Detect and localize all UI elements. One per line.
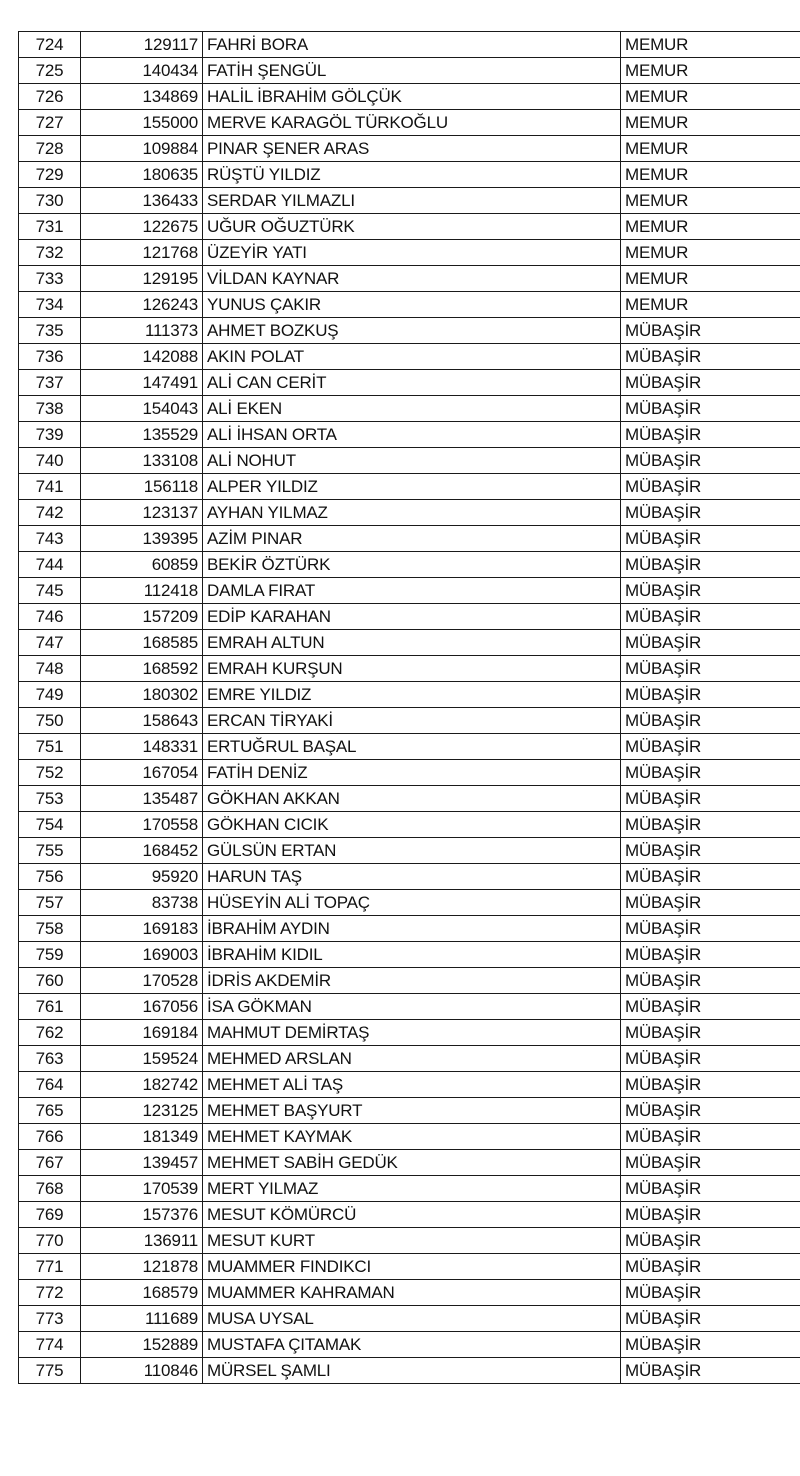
registry-number-cell: 147491 [81,370,203,396]
registry-number-cell: 122675 [81,214,203,240]
registry-number-cell: 129117 [81,32,203,58]
job-title-cell: MÜBAŞİR [621,422,800,448]
registry-number-cell: 135529 [81,422,203,448]
table-row [19,110,800,136]
table-row [19,1358,800,1384]
table-row [19,682,800,708]
job-title-cell: MÜBAŞİR [621,604,800,630]
registry-number-cell: 157209 [81,604,203,630]
full-name-cell: MÜRSEL ŞAMLI [203,1358,621,1384]
table-row [19,1306,800,1332]
full-name-cell: MEHMET SABİH GEDÜK [203,1150,621,1176]
row-number-cell: 732 [19,240,81,266]
job-title-cell: MÜBAŞİR [621,1254,800,1280]
job-title-cell: MEMUR [621,292,800,318]
registry-number-cell: 123137 [81,500,203,526]
full-name-cell: AYHAN YILMAZ [203,500,621,526]
registry-number-cell: 134869 [81,84,203,110]
job-title-cell: MÜBAŞİR [621,734,800,760]
table-row [19,474,800,500]
job-title-cell: MÜBAŞİR [621,500,800,526]
full-name-cell: EDİP KARAHAN [203,604,621,630]
table-row [19,32,800,58]
registry-number-cell: 157376 [81,1202,203,1228]
registry-number-cell: 111373 [81,318,203,344]
full-name-cell: AHMET BOZKUŞ [203,318,621,344]
job-title-cell: MÜBAŞİR [621,630,800,656]
full-name-cell: MESUT KURT [203,1228,621,1254]
job-title-cell: MÜBAŞİR [621,1124,800,1150]
row-number-cell: 758 [19,916,81,942]
row-number-cell: 762 [19,1020,81,1046]
full-name-cell: ÜZEYİR YATI [203,240,621,266]
table-row [19,838,800,864]
job-title-cell: MÜBAŞİR [621,942,800,968]
row-number-cell: 745 [19,578,81,604]
registry-number-cell: 142088 [81,344,203,370]
registry-number-cell: 60859 [81,552,203,578]
job-title-cell: MÜBAŞİR [621,786,800,812]
job-title-cell: MÜBAŞİR [621,578,800,604]
registry-number-cell: 152889 [81,1332,203,1358]
table-row [19,162,800,188]
registry-number-cell: 158643 [81,708,203,734]
table-row [19,1280,800,1306]
full-name-cell: MERT YILMAZ [203,1176,621,1202]
job-title-cell: MEMUR [621,84,800,110]
job-title-cell: MÜBAŞİR [621,344,800,370]
full-name-cell: AZİM PINAR [203,526,621,552]
full-name-cell: SERDAR YILMAZLI [203,188,621,214]
table-row [19,890,800,916]
table-row [19,552,800,578]
job-title-cell: MÜBAŞİR [621,682,800,708]
full-name-cell: İSA GÖKMAN [203,994,621,1020]
table-row [19,188,800,214]
registry-number-cell: 121768 [81,240,203,266]
registry-number-cell: 135487 [81,786,203,812]
table-row [19,578,800,604]
registry-number-cell: 169183 [81,916,203,942]
row-number-cell: 760 [19,968,81,994]
full-name-cell: HÜSEYİN ALİ TOPAÇ [203,890,621,916]
table-row [19,136,800,162]
full-name-cell: GÖKHAN CICIK [203,812,621,838]
table-row [19,1254,800,1280]
registry-number-cell: 136433 [81,188,203,214]
job-title-cell: MÜBAŞİR [621,396,800,422]
full-name-cell: MUAMMER FINDIKCI [203,1254,621,1280]
full-name-cell: MEHMED ARSLAN [203,1046,621,1072]
job-title-cell: MEMUR [621,32,800,58]
job-title-cell: MEMUR [621,214,800,240]
job-title-cell: MÜBAŞİR [621,994,800,1020]
table-row [19,318,800,344]
registry-number-cell: 181349 [81,1124,203,1150]
table-row [19,240,800,266]
roster-sheet [18,31,800,1384]
row-number-cell: 741 [19,474,81,500]
row-number-cell: 742 [19,500,81,526]
table-row [19,500,800,526]
job-title-cell: MÜBAŞİR [621,1020,800,1046]
table-row [19,396,800,422]
registry-number-cell: 121878 [81,1254,203,1280]
full-name-cell: GÜLSÜN ERTAN [203,838,621,864]
row-number-cell: 743 [19,526,81,552]
job-title-cell: MÜBAŞİR [621,552,800,578]
job-title-cell: MÜBAŞİR [621,916,800,942]
job-title-cell: MÜBAŞİR [621,708,800,734]
row-number-cell: 738 [19,396,81,422]
row-number-cell: 735 [19,318,81,344]
row-number-cell: 766 [19,1124,81,1150]
job-title-cell: MÜBAŞİR [621,318,800,344]
row-number-cell: 752 [19,760,81,786]
registry-number-cell: 169003 [81,942,203,968]
full-name-cell: ALPER YILDIZ [203,474,621,500]
table-row [19,1098,800,1124]
registry-number-cell: 139395 [81,526,203,552]
table-row [19,526,800,552]
row-number-cell: 751 [19,734,81,760]
full-name-cell: EMRE YILDIZ [203,682,621,708]
row-number-cell: 748 [19,656,81,682]
row-number-cell: 736 [19,344,81,370]
job-title-cell: MÜBAŞİR [621,812,800,838]
job-title-cell: MÜBAŞİR [621,838,800,864]
registry-number-cell: 156118 [81,474,203,500]
registry-number-cell: 123125 [81,1098,203,1124]
registry-number-cell: 170539 [81,1176,203,1202]
full-name-cell: ALİ EKEN [203,396,621,422]
full-name-cell: İDRİS AKDEMİR [203,968,621,994]
full-name-cell: PINAR ŞENER ARAS [203,136,621,162]
row-number-cell: 740 [19,448,81,474]
row-number-cell: 767 [19,1150,81,1176]
registry-number-cell: 111689 [81,1306,203,1332]
row-number-cell: 727 [19,110,81,136]
row-number-cell: 772 [19,1280,81,1306]
job-title-cell: MEMUR [621,136,800,162]
registry-number-cell: 148331 [81,734,203,760]
registry-number-cell: 83738 [81,890,203,916]
table-row [19,1176,800,1202]
table-row [19,292,800,318]
job-title-cell: MÜBAŞİR [621,1176,800,1202]
job-title-cell: MEMUR [621,266,800,292]
registry-number-cell: 168592 [81,656,203,682]
row-number-cell: 750 [19,708,81,734]
row-number-cell: 746 [19,604,81,630]
row-number-cell: 731 [19,214,81,240]
registry-number-cell: 95920 [81,864,203,890]
registry-number-cell: 129195 [81,266,203,292]
job-title-cell: MÜBAŞİR [621,656,800,682]
row-number-cell: 769 [19,1202,81,1228]
job-title-cell: MÜBAŞİR [621,1098,800,1124]
table-row [19,448,800,474]
full-name-cell: HARUN TAŞ [203,864,621,890]
job-title-cell: MÜBAŞİR [621,1228,800,1254]
registry-number-cell: 167056 [81,994,203,1020]
registry-number-cell: 170558 [81,812,203,838]
job-title-cell: MÜBAŞİR [621,1046,800,1072]
table-row [19,1124,800,1150]
table-row [19,1228,800,1254]
row-number-cell: 728 [19,136,81,162]
full-name-cell: ERTUĞRUL BAŞAL [203,734,621,760]
row-number-cell: 725 [19,58,81,84]
table-row [19,1202,800,1228]
job-title-cell: MÜBAŞİR [621,1202,800,1228]
table-row [19,422,800,448]
registry-number-cell: 112418 [81,578,203,604]
table-row [19,84,800,110]
full-name-cell: MEHMET KAYMAK [203,1124,621,1150]
row-number-cell: 747 [19,630,81,656]
table-row [19,1046,800,1072]
full-name-cell: MEHMET BAŞYURT [203,1098,621,1124]
job-title-cell: MÜBAŞİR [621,1306,800,1332]
registry-number-cell: 170528 [81,968,203,994]
table-row [19,630,800,656]
full-name-cell: HALİL İBRAHİM GÖLÇÜK [203,84,621,110]
job-title-cell: MEMUR [621,240,800,266]
table-row [19,1020,800,1046]
table-row [19,812,800,838]
job-title-cell: MÜBAŞİR [621,370,800,396]
registry-number-cell: 155000 [81,110,203,136]
row-number-cell: 761 [19,994,81,1020]
full-name-cell: FAHRİ BORA [203,32,621,58]
row-number-cell: 734 [19,292,81,318]
full-name-cell: EMRAH KURŞUN [203,656,621,682]
full-name-cell: RÜŞTÜ YILDIZ [203,162,621,188]
full-name-cell: MEHMET ALİ TAŞ [203,1072,621,1098]
table-row [19,760,800,786]
personnel-table [18,31,800,1384]
job-title-cell: MÜBAŞİR [621,890,800,916]
row-number-cell: 726 [19,84,81,110]
full-name-cell: MUSTAFA ÇITAMAK [203,1332,621,1358]
job-title-cell: MÜBAŞİR [621,526,800,552]
table-row [19,734,800,760]
registry-number-cell: 169184 [81,1020,203,1046]
row-number-cell: 733 [19,266,81,292]
table-row [19,344,800,370]
row-number-cell: 774 [19,1332,81,1358]
row-number-cell: 749 [19,682,81,708]
table-row [19,604,800,630]
row-number-cell: 729 [19,162,81,188]
full-name-cell: EMRAH ALTUN [203,630,621,656]
table-row [19,1072,800,1098]
row-number-cell: 730 [19,188,81,214]
row-number-cell: 739 [19,422,81,448]
job-title-cell: MÜBAŞİR [621,760,800,786]
full-name-cell: ALİ İHSAN ORTA [203,422,621,448]
full-name-cell: MAHMUT DEMİRTAŞ [203,1020,621,1046]
table-row [19,58,800,84]
table-row [19,786,800,812]
table-row [19,656,800,682]
job-title-cell: MÜBAŞİR [621,1150,800,1176]
full-name-cell: MUAMMER KAHRAMAN [203,1280,621,1306]
full-name-cell: MESUT KÖMÜRCÜ [203,1202,621,1228]
row-number-cell: 755 [19,838,81,864]
row-number-cell: 756 [19,864,81,890]
registry-number-cell: 182742 [81,1072,203,1098]
job-title-cell: MÜBAŞİR [621,448,800,474]
full-name-cell: UĞUR OĞUZTÜRK [203,214,621,240]
full-name-cell: GÖKHAN AKKAN [203,786,621,812]
full-name-cell: MERVE KARAGÖL TÜRKOĞLU [203,110,621,136]
registry-number-cell: 110846 [81,1358,203,1384]
registry-number-cell: 168579 [81,1280,203,1306]
registry-number-cell: 159524 [81,1046,203,1072]
job-title-cell: MEMUR [621,162,800,188]
row-number-cell: 759 [19,942,81,968]
row-number-cell: 764 [19,1072,81,1098]
row-number-cell: 768 [19,1176,81,1202]
registry-number-cell: 140434 [81,58,203,84]
job-title-cell: MÜBAŞİR [621,1332,800,1358]
row-number-cell: 753 [19,786,81,812]
full-name-cell: VİLDAN KAYNAR [203,266,621,292]
registry-number-cell: 167054 [81,760,203,786]
personnel-table-body [19,32,800,1384]
full-name-cell: AKIN POLAT [203,344,621,370]
full-name-cell: FATİH ŞENGÜL [203,58,621,84]
full-name-cell: İBRAHİM AYDIN [203,916,621,942]
table-row [19,916,800,942]
table-row [19,214,800,240]
full-name-cell: YUNUS ÇAKIR [203,292,621,318]
job-title-cell: MÜBAŞİR [621,1358,800,1384]
registry-number-cell: 180635 [81,162,203,188]
table-row [19,370,800,396]
table-row [19,864,800,890]
full-name-cell: İBRAHİM KIDIL [203,942,621,968]
full-name-cell: ALİ CAN CERİT [203,370,621,396]
registry-number-cell: 126243 [81,292,203,318]
row-number-cell: 770 [19,1228,81,1254]
registry-number-cell: 133108 [81,448,203,474]
row-number-cell: 754 [19,812,81,838]
table-row [19,942,800,968]
registry-number-cell: 180302 [81,682,203,708]
job-title-cell: MÜBAŞİR [621,1280,800,1306]
full-name-cell: BEKİR ÖZTÜRK [203,552,621,578]
row-number-cell: 757 [19,890,81,916]
full-name-cell: ERCAN TİRYAKİ [203,708,621,734]
job-title-cell: MÜBAŞİR [621,1072,800,1098]
table-row [19,968,800,994]
row-number-cell: 737 [19,370,81,396]
full-name-cell: DAMLA FIRAT [203,578,621,604]
row-number-cell: 765 [19,1098,81,1124]
registry-number-cell: 139457 [81,1150,203,1176]
job-title-cell: MEMUR [621,110,800,136]
table-row [19,1332,800,1358]
row-number-cell: 744 [19,552,81,578]
registry-number-cell: 154043 [81,396,203,422]
registry-number-cell: 168585 [81,630,203,656]
full-name-cell: ALİ NOHUT [203,448,621,474]
table-row [19,1150,800,1176]
table-row [19,994,800,1020]
job-title-cell: MEMUR [621,188,800,214]
registry-number-cell: 109884 [81,136,203,162]
row-number-cell: 773 [19,1306,81,1332]
registry-number-cell: 136911 [81,1228,203,1254]
row-number-cell: 775 [19,1358,81,1384]
row-number-cell: 724 [19,32,81,58]
job-title-cell: MÜBAŞİR [621,968,800,994]
row-number-cell: 771 [19,1254,81,1280]
row-number-cell: 763 [19,1046,81,1072]
full-name-cell: MUSA UYSAL [203,1306,621,1332]
table-row [19,266,800,292]
job-title-cell: MÜBAŞİR [621,474,800,500]
registry-number-cell: 168452 [81,838,203,864]
job-title-cell: MÜBAŞİR [621,864,800,890]
table-row [19,708,800,734]
full-name-cell: FATİH DENİZ [203,760,621,786]
job-title-cell: MEMUR [621,58,800,84]
